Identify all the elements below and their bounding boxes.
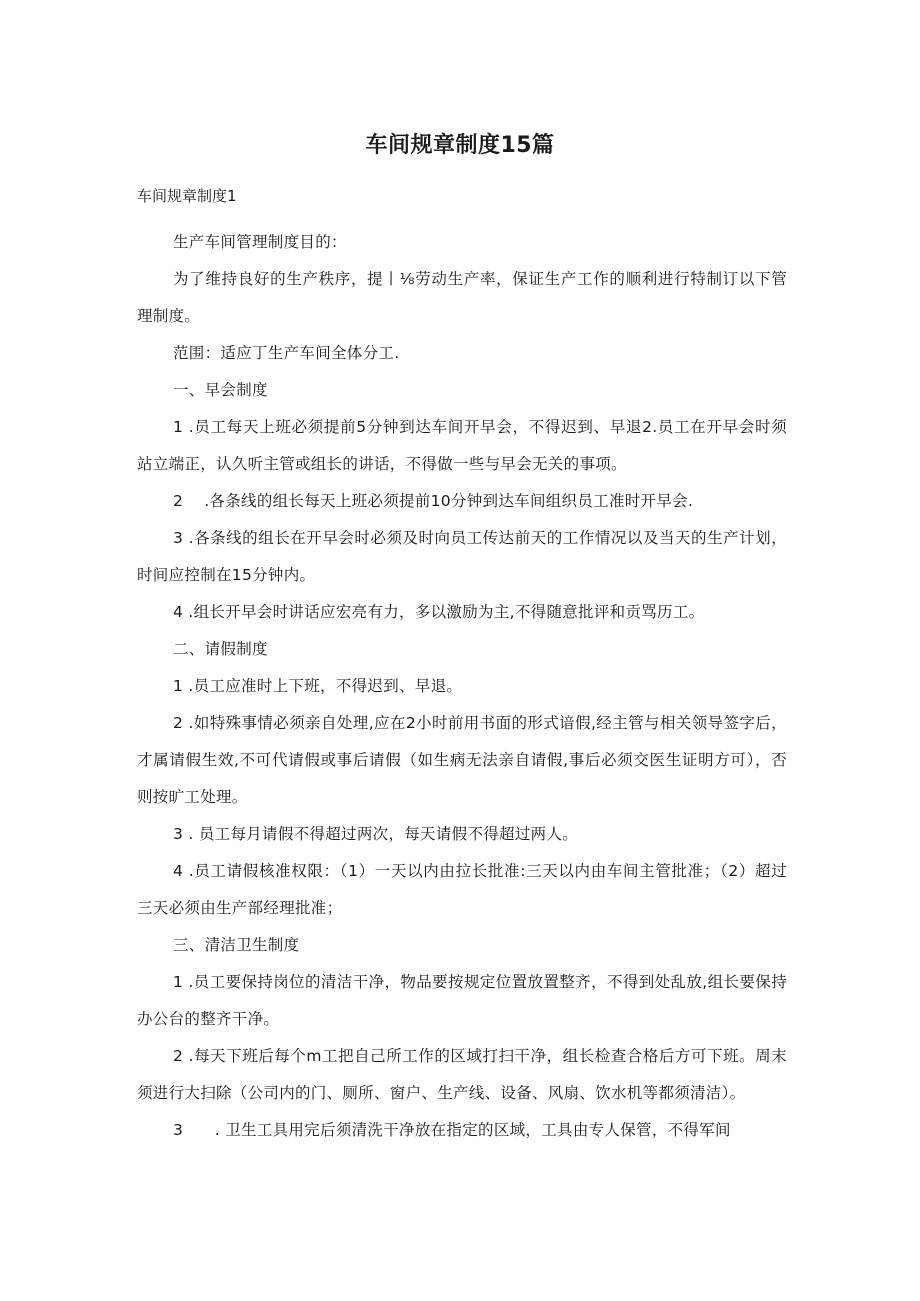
paragraph: 1 .员工应准时上下班，不得迟到、早退。 (173, 677, 463, 695)
paragraph: 2 .各条线的组长每天上班必须提前10分钟到达车间组织员工准时开早会. (173, 492, 694, 510)
paragraph: 4 .组长开早会时讲话应宏亮有力，多以激励为主,不得随意批评和贡骂历工。 (173, 603, 705, 621)
section-heading: 车间规章制度1 (137, 187, 237, 205)
document-body (137, 184, 787, 1149)
document-title: 车间规章制度15篇 (365, 133, 555, 158)
section-title: 三、清洁卫生制度 (173, 936, 300, 954)
paragraph: 3 . 员工每月请假不得超过两次，每天请假不得超过两人。 (173, 825, 579, 843)
section-title: 一、早会制度 (173, 381, 268, 399)
paragraph: 范围：适应丁生产车间全体分工. (173, 344, 400, 362)
paragraph: 3 . 卫生工具用完后须清洗干净放在指定的区域，工具由专人保管，不得军间 (173, 1121, 731, 1139)
paragraph: 为了维持良好的生产秩序，提丨⅛劳动生产率，保证生产工作的顺利进行特制订以下管理制度。 (137, 270, 787, 325)
paragraph: 2 .如特殊事情必须亲自处理,应在2小时前用书面的形式谙假,经主管与相关领导签字后，才属请假生效,不可代请假或事后请假（如生病无法亲自请假,事后必须交医生证明方可），否则按旷工处理。 (137, 714, 787, 806)
paragraph: 生产车间管理制度目的： (173, 233, 347, 251)
paragraph: 1 .员工每天上班必须提前5分钟到达车间开早会，不得迟到、早退2.员工在开早会时须站立端正，认久听主管或组长的讲话，不得做一些与早会无关的事项。 (137, 418, 787, 473)
paragraph: 4 .员工请假核准权限：（1）一天以内由拉长批准:三天以内由车间主管批准；（2）超过三天必须由生产部经理批准； (137, 862, 787, 917)
section-title: 二、请假制度 (173, 640, 268, 658)
paragraph: 2 .每天下班后每个m工把自己所工作的区域打扫干净，组长检查合格后方可下班。周末须进行大扫除（公司内的门、厕所、窗户、生产线、设备、风扇、饮水机等都须清洁）。 (137, 1047, 787, 1102)
paragraph: 3 .各条线的组长在开早会时必须及时向员工传达前天的工作情况以及当天的生产计划，时间应控制在15分钟内。 (137, 529, 787, 584)
paragraph: 1 .员工要保持岗位的清洁干净，物品要按规定位置放置整齐，不得到处乱放,组长要保持办公台的整齐干净。 (137, 973, 787, 1028)
